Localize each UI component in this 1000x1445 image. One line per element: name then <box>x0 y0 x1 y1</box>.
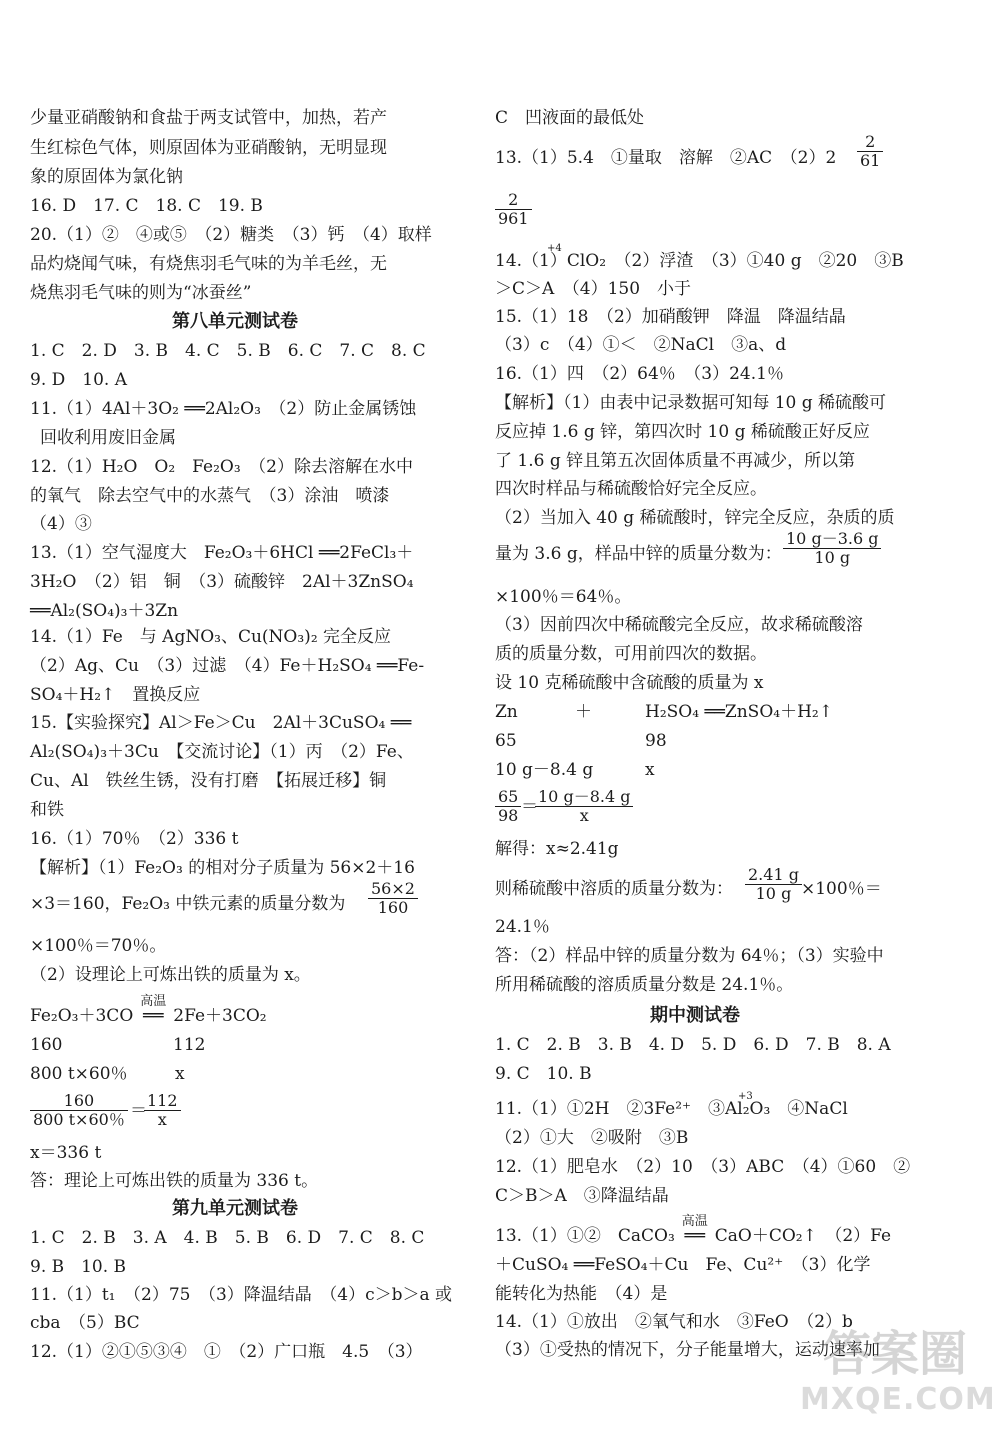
text-line: （2）Ag、Cu （3）过滤 （4）Fe＋H₂SO₄ ══Fe- <box>30 656 425 676</box>
fraction <box>535 788 633 825</box>
text-line: ＞C＞A （4）150 小于 <box>495 279 692 299</box>
text-line: ＋CuSO₄ ══FeSO₄＋Cu Fe、Cu²⁺ （3）化学 <box>495 1255 871 1275</box>
valence-mark: +4 <box>547 243 562 254</box>
answer-line: 12.（1）肥皂水 （2）10 （3）ABC （4）①60 ② <box>495 1157 911 1177</box>
fraction-denominator: 61 <box>860 151 881 170</box>
answer-line: 12.（1）H₂O O₂ Fe₂O₃ （2）除去溶解在水中 <box>30 457 413 477</box>
equation-left: Fe₂O₃＋3CO <box>30 1006 134 1026</box>
text-line: 象的原固体为氯化钠 <box>30 167 183 187</box>
text-line: 设 10 克稀硫酸中含硫酸的质量为 x <box>495 673 764 693</box>
text-line: （3）c （4）①＜ ②NaCl ③a、d <box>495 335 787 355</box>
answer-line: 14.（1）ClO₂ （2）浮渣 （3）①40 g ②20 ③B <box>495 251 904 271</box>
equation-right: CaO＋CO₂↑ （2）Fe <box>714 1226 892 1246</box>
watermark-site: MXQE.COM <box>800 1382 996 1417</box>
answer-line: 15.【实验探究】Al＞Fe＞Cu 2Al＋3CuSO₄ ══ <box>30 713 412 733</box>
answer-line: 11.（1）t₁ （2）75 （3）降温结晶 （4）c＞b＞a 或 <box>30 1285 453 1305</box>
fraction <box>368 880 418 917</box>
answer-line: 20.（1）② ④或⑤ （2）糖类 （3）钙 （4）取样 <box>30 225 432 245</box>
text-line: 解得：x≈2.41g <box>495 839 619 859</box>
text-line: 生红棕色气体，则原固体为亚硝酸钠，无明显现 <box>30 138 387 158</box>
section-heading: 期中测试卷 <box>650 1005 740 1026</box>
text-line: 回收利用废旧金属 <box>40 428 176 448</box>
answer-line: 11.（1）①2H ②3Fe²⁺ ③Al₂O₃ ④NaCl <box>495 1099 848 1119</box>
fraction <box>857 133 883 170</box>
analysis-line: 【解析】（1）Fe₂O₃ 的相对分子质量为 56×2＋16 <box>30 858 415 878</box>
answer-line: 9. D 10. A <box>30 370 127 390</box>
answer-line: 13.（1）5.4 ①量取 溶解 ②AC （2）2 <box>495 148 837 168</box>
text-line: （2）①大 ②吸附 ③B <box>495 1128 689 1148</box>
answer-line: 9. C 10. B <box>495 1064 592 1084</box>
text-line: 少量亚硝酸钠和食盐于两支试管中，加热，若产 <box>30 108 387 128</box>
text-line: SO₄＋H₂↑ 置换反应 <box>30 685 201 705</box>
fraction-denominator: 160 <box>377 898 409 917</box>
text-line: 答：（2）样品中锌的质量分数为 64％；（3）实验中 <box>495 946 884 966</box>
fraction-numerator: 10 g－3.6 g <box>783 530 881 549</box>
text-line: （3）因前四次中稀硫酸完全反应，故求稀硫酸溶 <box>495 615 863 635</box>
fraction-denominator: x <box>157 1110 167 1129</box>
text-line: ×100％＝ <box>801 879 882 899</box>
section-heading: 第九单元测试卷 <box>172 1198 298 1219</box>
section-heading: 第八单元测试卷 <box>172 311 298 332</box>
fraction <box>30 1092 128 1129</box>
condition-arrow: 高温 ══ <box>675 1225 715 1247</box>
ratio-line: 112 <box>173 1035 206 1055</box>
fraction <box>783 530 881 567</box>
text-line: C 凹液面的最低处 <box>495 108 645 128</box>
text-line: 24.1％ <box>495 917 550 937</box>
text-line: 品灼烧闻气味，有烧焦羽毛气味的为羊毛丝，无 <box>30 254 387 274</box>
text-line: ══Al₂(SO₄)₃＋3Zn <box>30 601 179 621</box>
answer-line: 15.（1）18 （2）加硝酸钾 降温 降温结晶 <box>495 307 846 327</box>
text-line: 所用稀硫酸的溶质质量分数是 24.1％。 <box>495 975 794 995</box>
text-line: （2）设理论上可炼出铁的质量为 x。 <box>30 965 311 985</box>
fraction <box>495 191 532 228</box>
text-line: 能转化为热能 （4）是 <box>495 1284 668 1304</box>
fraction-numerator: 65 <box>495 788 521 807</box>
answer-line: 16.（1）70％ （2）336 t <box>30 829 239 849</box>
answer-line: 14.（1）①放出 ②氧气和水 ③FeO （2）b <box>495 1312 853 1332</box>
fraction <box>495 788 521 825</box>
ratio-line: 98 <box>645 731 667 751</box>
text-line: 质的质量分数，可用前四次的数据。 <box>495 644 767 664</box>
answer-line: 16.（1）四 （2）64％ （3）24.1％ <box>495 364 784 384</box>
text-line: x＝336 t <box>30 1143 102 1163</box>
fraction-denominator: 98 <box>498 806 519 825</box>
equation-line: ＋ <box>575 702 592 722</box>
fraction-numerator: 2.41 g <box>745 866 802 885</box>
ratio-line: 800 t×60％ <box>30 1064 128 1084</box>
fraction-numerator: 160 <box>30 1092 128 1111</box>
fraction-numerator: 2 <box>857 133 883 152</box>
equation-right: 2Fe＋3CO₂ <box>173 1006 267 1026</box>
answer-line: 11.（1）4Al＋3O₂ ══2Al₂O₃ （2）防止金属锈蚀 <box>30 399 417 419</box>
text-line: 烧焦羽毛气味的则为“冰蚕丝” <box>30 283 252 303</box>
answer-line: 16. D 17. C 18. C 19. B <box>30 196 263 216</box>
fraction-denominator: x <box>579 806 589 825</box>
condition-label: 高温 <box>140 994 167 1009</box>
text-line: 四次时样品与稀硫酸恰好完全反应。 <box>495 479 767 499</box>
answer-line: 9. B 10. B <box>30 1257 127 1277</box>
ratio-line: 65 <box>495 731 517 751</box>
answer-line: 13.（1）空气湿度大 Fe₂O₃＋6HCl ══2FeCl₃＋ <box>30 543 414 563</box>
condition-arrow: 高温 ══ <box>133 1005 173 1027</box>
fraction-denominator: 10 g <box>755 884 792 903</box>
answer-line: 12.（1）②①⑤③④ ① （2）广口瓶 4.5 （3） <box>30 1342 423 1362</box>
equals-sign: ＝ <box>521 797 538 817</box>
fraction <box>745 866 802 903</box>
text-line: Cu、Al 铁丝生锈，没有打磨 【拓展迁移】铜 <box>30 771 387 791</box>
text-line: 则稀硫酸中溶质的质量分数为： <box>495 879 733 899</box>
fraction-numerator: 2 <box>495 191 532 210</box>
analysis-line: 【解析】（1）由表中记录数据可知每 10 g 稀硫酸可 <box>495 393 887 413</box>
text-line: ×100％＝70％。 <box>30 936 167 956</box>
text-line: 了 1.6 g 锌且第五次固体质量不再减少，所以第 <box>495 451 856 471</box>
equation-line: Zn <box>495 702 518 722</box>
equation-line: H₂SO₄ ══ZnSO₄＋H₂↑ <box>645 702 833 722</box>
ratio-line: 10 g－8.4 g <box>495 760 594 780</box>
text-line: （4）③ <box>30 514 92 534</box>
text-line: C＞B＞A ③降温结晶 <box>495 1186 669 1206</box>
ratio-line: x <box>175 1064 185 1084</box>
text-line: cba （5）BC <box>30 1313 140 1333</box>
fraction-denominator: 10 g <box>814 548 851 567</box>
answer-line: 1. C 2. B 3. B 4. D 5. D 6. D 7. B 8. A <box>495 1035 891 1055</box>
fraction-numerator: 56×2 <box>368 880 418 899</box>
text-line: 量为 3.6 g，样品中锌的质量分数为： <box>495 544 782 564</box>
text-line: Al₂(SO₄)₃＋3Cu 【交流讨论】（1）丙 （2）Fe、 <box>30 742 414 762</box>
equation-line <box>495 1214 892 1247</box>
text-line: 答：理论上可炼出铁的质量为 336 t。 <box>30 1171 319 1191</box>
fraction-numerator: 10 g－8.4 g <box>535 788 633 807</box>
text-line: （2）当加入 40 g 稀硫酸时，锌完全反应，杂质的质 <box>495 508 895 528</box>
text-line: 3H₂O （2）铝 铜 （3）硫酸锌 2Al＋3ZnSO₄ <box>30 572 414 592</box>
equals-sign: ＝ <box>130 1101 147 1121</box>
answer-line: 1. C 2. B 3. A 4. B 5. B 6. D 7. C 8. C <box>30 1228 425 1248</box>
text-line: （3）①受热的情况下，分子能量增大，运动速率加 <box>495 1340 880 1360</box>
answer-line: 1. C 2. D 3. B 4. C 5. B 6. C 7. C 8. C <box>30 341 426 361</box>
fraction-numerator: 112 <box>144 1092 181 1111</box>
text-line: 反应掉 1.6 g 锌，第四次时 10 g 稀硫酸正好反应 <box>495 422 870 442</box>
text-line: 的氧气 除去空气中的水蒸气 （3）涂油 喷漆 <box>30 486 390 506</box>
equation-line <box>30 994 267 1027</box>
condition-label: 高温 <box>681 1214 708 1229</box>
text-line: ×100％＝64％。 <box>495 587 632 607</box>
ratio-line: x <box>645 760 655 780</box>
watermark-title: 答案圈 <box>822 1326 967 1382</box>
answer-line: 14.（1）Fe 与 AgNO₃、Cu(NO₃)₂ 完全反应 <box>30 627 392 647</box>
ratio-line: 160 <box>30 1035 63 1055</box>
fraction-denominator: 961 <box>498 209 529 228</box>
valence-mark: +3 <box>738 1091 753 1102</box>
text-line: 和铁 <box>30 800 64 820</box>
watermark-logo <box>800 1305 996 1425</box>
fraction-denominator: 800 t×60％ <box>33 1110 125 1129</box>
fraction <box>144 1092 181 1129</box>
equation-left: 13.（1）①② CaCO₃ <box>495 1226 675 1246</box>
text-line: ×3＝160，Fe₂O₃ 中铁元素的质量分数为 <box>30 894 346 914</box>
